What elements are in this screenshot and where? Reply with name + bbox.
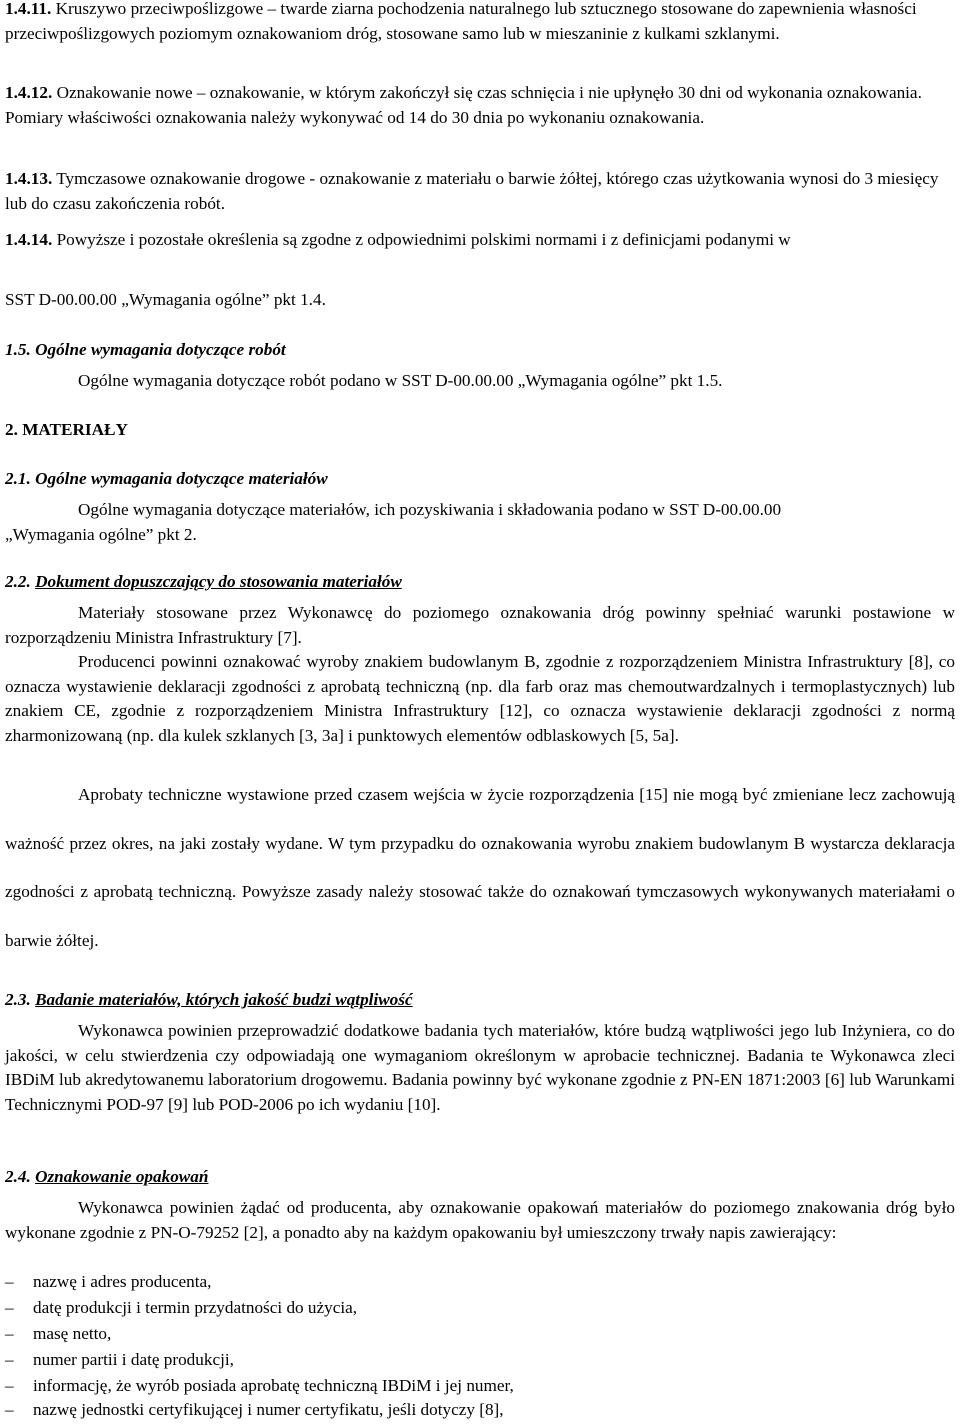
paragraph-2-2-2: Producenci powinni oznakować wyroby znakiem budowlanym B, zgodnie z rozporządzeniem Ministra Infrastruktury [8], co oznacza wystawienie deklaracji zgodności z aprobatą techniczną (np. dla farb oraz mas chemoutwardzalnych i termoplastycznych) lub znakiem CE, zgodnie z rozporządzeniem Ministra Infrastruktury [12], co oznacza wystawienie deklaracji zgodności z normą zharmonizowaną (np. dla kulek szklanych [3, 3a] i punktowych elementów odblaskowych [5, 5a]. — [5, 652, 955, 745]
paragraph-2-2-1: Materiały stosowane przez Wykonawcę do poziomego oznakowania dróg powinny spełniać warunki postawione w rozporządzeniu Ministra Infrastruktury [7]. — [5, 603, 955, 647]
list-item: – nazwę i adres producenta, — [5, 1270, 955, 1294]
section-number: 1.4.13. — [5, 169, 53, 188]
list-item: – informację, że wyrób posiada aprobatę techniczną IBDiM i jej numer, — [5, 1374, 955, 1398]
heading-2-2 — [5, 570, 955, 595]
section-number: 2.2. — [5, 572, 31, 591]
list-item: – datę produkcji i termin przydatności do użycia, — [5, 1296, 955, 1320]
section-1-4-14-ref: SST D-00.00.00 „Wymagania ogólne” pkt 1.4. — [5, 290, 326, 309]
dash-bullet: – — [5, 1272, 14, 1291]
section-number: 1.4.14. — [5, 230, 53, 249]
section-title: Oznakowanie opakowań — [35, 1167, 209, 1186]
dash-bullet: – — [5, 1350, 14, 1369]
heading-1-5: 1.5. Ogólne wymagania dotyczące robót — [5, 340, 286, 359]
paragraph-text: Tymczasowe oznakowanie drogowe - oznakowanie z materiału o barwie żółtej, którego czas użytkowania wynosi do 3 miesięcy lub do czasu zakończenia robót. — [5, 169, 939, 213]
section-1-4-14 — [5, 228, 955, 253]
heading-2-materialy: 2. MATERIAŁY — [5, 420, 128, 439]
paragraph-2-4-1: Wykonawca powinien żądać od producenta, aby oznakowanie opakowań materiałów do poziomego znakowania dróg było wykonane zgodnie z PN-O-79252 [2], a ponadto aby na każdym opakowaniu był umieszczony trwały napis zawierający: — [5, 1198, 955, 1242]
section-1-4-12 — [5, 81, 955, 130]
section-number: 2.3. — [5, 990, 31, 1009]
dash-bullet: – — [5, 1400, 14, 1419]
paragraph-text: Powyższe i pozostałe określenia są zgodne z odpowiednimi polskimi normami i z definicjami podanymi w — [52, 230, 791, 249]
paragraph-2-3-1: Wykonawca powinien przeprowadzić dodatkowe badania tych materiałów, które budzą wątpliwości jego lub Inżyniera, co do jakości, w celu stwierdzenia czy odpowiadają one wymaganiom określonym w aprobacie technicznej. Badania te Wykonawca zleci IBDiM lub akredytowanemu laboratorium drogowemu. Badania powinny być wykonane zgodnie z PN-EN 1871:2003 [6] lub Warunkami Technicznymi POD-97 [9] lub POD-2006 po ich wydaniu [10]. — [5, 1021, 955, 1114]
section-title: Dokument dopuszczający do stosowania materiałów — [35, 572, 402, 591]
list-item: – masę netto, — [5, 1322, 955, 1346]
section-1-4-11 — [5, 0, 955, 46]
list-item: – numer partii i datę produkcji, — [5, 1348, 955, 1372]
section-number: 2.4. — [5, 1167, 31, 1186]
paragraph-text: Oznakowanie nowe – oznakowanie, w którym zakończył się czas schnięcia i nie upłynęło 30 dni od wykonania oznakowania. Pomiary właściwości oznakowania należy wykonywać od 14 do 30 dnia po wykonaniu oznakowania. — [5, 83, 922, 127]
section-1-4-13 — [5, 167, 955, 216]
heading-2-1: 2.1. Ogólne wymagania dotyczące materiałów — [5, 469, 328, 488]
dash-bullet: – — [5, 1376, 14, 1395]
section-number: 1.4.11. — [5, 0, 52, 18]
paragraph-2-2-3: Aprobaty techniczne wystawione przed czasem wejścia w życie rozporządzenia [15] nie mogą być zmieniane lecz zachowują ważność przez okres, na jaki zostały wydane. W tym przypadku do oznakowania wyrobu znakiem budowlanym B wystarcza deklaracja zgodności z aprobatą techniczną. Powyższe zasady należy stosować także do oznakowań tymczasowych wykonywanych materiałami o barwie żółtej. — [5, 785, 955, 950]
dash-bullet: – — [5, 1324, 14, 1343]
section-title: Badanie materiałów, których jakość budzi wątpliwość — [35, 990, 413, 1009]
paragraph-2-1-line1: Ogólne wymagania dotyczące materiałów, ich pozyskiwania i składowania podano w SST D-00.00.00 — [78, 500, 782, 519]
paragraph-text: Kruszywo przeciwpoślizgowe – twarde ziarna pochodzenia naturalnego lub sztucznego stosowane do zapewnienia własności przeciwpoślizgowych poziomym oznakowaniom dróg, stosowane samo lub w mieszaninie z kulkami szklanymi. — [5, 0, 917, 43]
list-item: – nazwę jednostki certyfikującej i numer certyfikatu, jeśli dotyczy [8], — [5, 1398, 955, 1422]
heading-2-4 — [5, 1165, 955, 1190]
section-number: 1.4.12. — [5, 83, 53, 102]
paragraph-2-1-line2: „Wymagania ogólne” pkt 2. — [5, 525, 197, 544]
paragraph-1-5: Ogólne wymagania dotyczące robót podano w SST D-00.00.00 „Wymagania ogólne” pkt 1.5. — [78, 371, 723, 390]
dash-bullet: – — [5, 1298, 14, 1317]
heading-2-3 — [5, 988, 955, 1013]
